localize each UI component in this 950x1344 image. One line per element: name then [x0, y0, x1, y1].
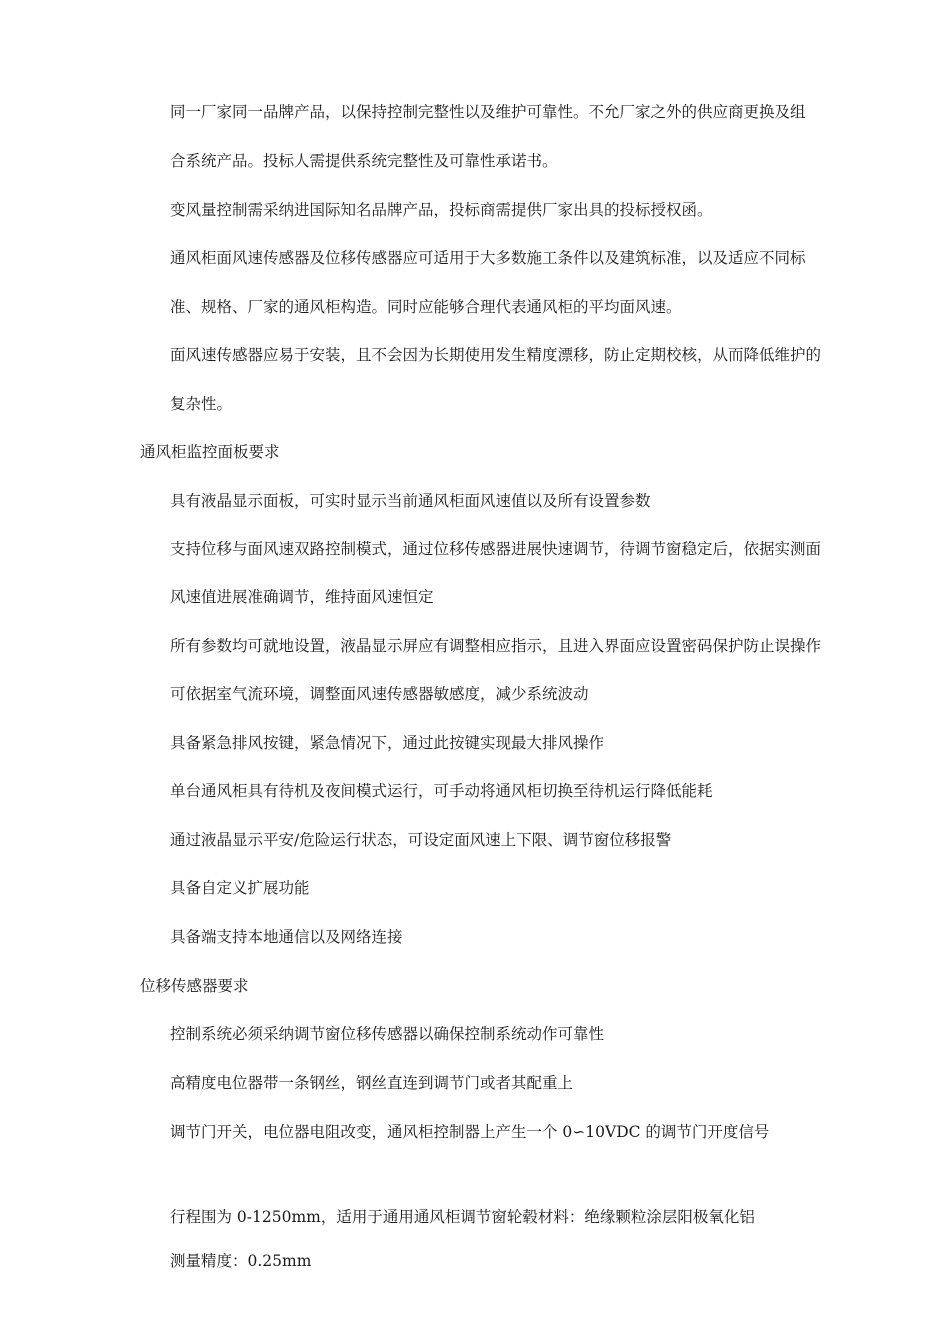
panel-item: 可依据室气流环境，调整面风速传感器敏感度，减少系统波动 [170, 685, 589, 703]
panel-item: 具有液晶显示面板，可实时显示当前通风柜面风速值以及所有设置参数 [170, 492, 651, 510]
sensor-item: 调节门开关，电位器电阻改变，通风柜控制器上产生一个 0∽10VDC 的调节门开度信号 [170, 1123, 770, 1141]
paragraph-1-line-2: 合系统产品。投标人需提供系统完整性及可靠性承诺书。 [170, 152, 558, 170]
panel-item: 支持位移与面风速双路控制模式，通过位移传感器进展快速调节，待调节窗稳定后，依据实测面 [170, 540, 822, 558]
paragraph-4-line-2: 复杂性。 [170, 395, 233, 413]
panel-item: 风速值进展准确调节，维持面风速恒定 [170, 588, 434, 606]
panel-item: 所有参数均可就地设置，液晶显示屏应有调整相应指示，且进入界面应设置密码保护防止误操作 [170, 637, 822, 655]
panel-item: 单台通风柜具有待机及夜间模式运行，可手动将通风柜切换至待机运行降低能耗 [170, 782, 713, 800]
panel-item: 具备紧急排风按键，紧急情况下，通过此按键实现最大排风操作 [170, 734, 605, 752]
sensor-item: 测量精度：0.25mm [170, 1252, 312, 1270]
panel-item: 具备自定义扩展功能 [170, 879, 310, 897]
section-heading-sensor: 位移传感器要求 [140, 977, 249, 995]
section-heading-panel: 通风柜监控面板要求 [140, 443, 280, 461]
panel-item: 具备端支持本地通信以及网络连接 [170, 928, 403, 946]
panel-item: 通过液晶显示平安/危险运行状态，可设定面风速上下限、调节窗位移报警 [170, 831, 672, 849]
sensor-item: 控制系统必须采纳调节窗位移传感器以确保控制系统动作可靠性 [170, 1025, 605, 1043]
paragraph-3-line-2: 准、规格、厂家的通风柜构造。同时应能够合理代表通风柜的平均面风速。 [170, 298, 682, 316]
paragraph-1-line-1: 同一厂家同一品牌产品，以保持控制完整性以及维护可靠性。不允厂家之外的供应商更换及组 [170, 103, 806, 121]
paragraph-2: 变风量控制需采纳进国际知名品牌产品，投标商需提供厂家出具的投标授权函。 [170, 201, 713, 219]
sensor-item: 高精度电位器带一条钢丝，钢丝直连到调节门或者其配重上 [170, 1074, 574, 1092]
paragraph-3-line-1: 通风柜面风速传感器及位移传感器应可适用于大多数施工条件以及建筑标准，以及适应不同标 [170, 249, 806, 267]
paragraph-4-line-1: 面风速传感器应易于安装，且不会因为长期使用发生精度漂移，防止定期校核，从而降低维护的 [170, 346, 822, 364]
sensor-item: 行程围为 0-1250mm，适用于通用通风柜调节窗轮毂材料：绝缘颗粒涂层阳极氧化铝 [170, 1208, 755, 1226]
